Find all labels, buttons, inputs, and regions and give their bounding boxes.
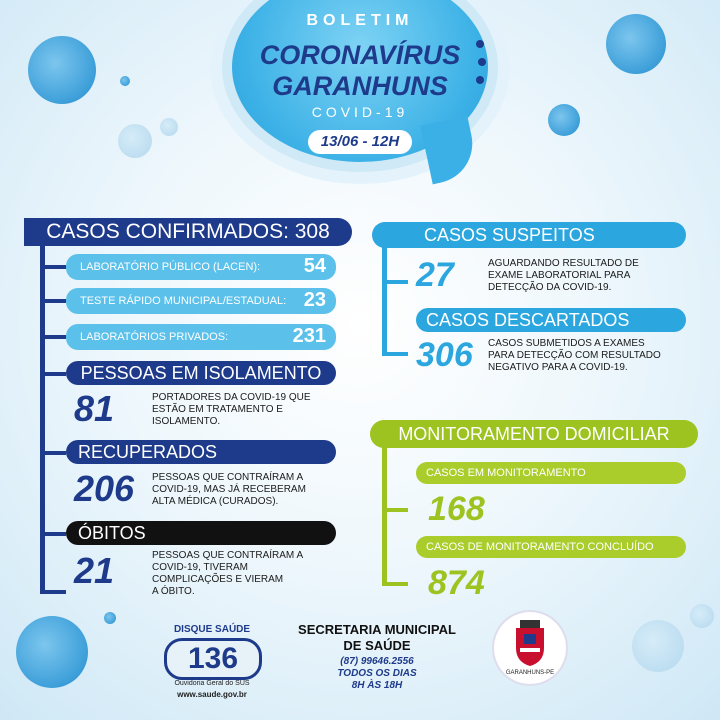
header-title-line2: GARANHUNS — [272, 71, 448, 101]
connector — [40, 299, 66, 303]
recuperados-desc — [152, 472, 306, 508]
confirmados-item — [66, 254, 336, 280]
desc-line: COVID-19, MAS JÁ RECEBERAM — [152, 484, 306, 495]
secretaria-title — [290, 622, 464, 654]
left-connector-line — [40, 240, 45, 594]
desc-line: EXAME LABORATORIAL PARA — [488, 270, 631, 281]
virus-icon — [548, 104, 580, 136]
desc-line: ALTA MÉDICA (CURADOS). — [152, 496, 279, 507]
connector — [40, 335, 66, 339]
desc-line: ESTÃO EM TRATAMENTO E — [152, 404, 283, 415]
descartados-desc — [488, 338, 661, 374]
green-connector-line — [382, 440, 387, 586]
obitos-desc — [152, 550, 303, 598]
isolamento-title: PESSOAS EM ISOLAMENTO — [66, 361, 336, 385]
ouvidoria-text: Ouvidoria Geral do SUS — [174, 680, 250, 687]
descartados-title: CASOS DESCARTADOS — [416, 308, 686, 332]
virus-icon — [606, 14, 666, 74]
isolamento-desc — [152, 392, 311, 428]
confirmados-item-label: LABORATÓRIO PÚBLICO (LACEN): — [80, 261, 261, 273]
desc-line: COVID-19, TIVERAM — [152, 562, 248, 573]
monitoramento-concluido-value: 874 — [428, 564, 485, 602]
confirmados-item — [66, 288, 336, 314]
virus-icon — [16, 616, 88, 688]
virus-icon — [28, 36, 96, 104]
secretaria-line: DE SAÚDE — [343, 638, 411, 653]
monitoramento-em-label: CASOS EM MONITORAMENTO — [416, 462, 686, 484]
desc-line: AGUARDANDO RESULTADO DE — [488, 258, 639, 269]
suspeitos-title: CASOS SUSPEITOS — [372, 222, 686, 248]
hours — [290, 668, 464, 692]
coat-of-arms-seal — [494, 612, 566, 684]
connector — [382, 280, 408, 284]
city-label: GARANHUNS-PE — [505, 670, 555, 676]
disque-label: DISQUE SAÚDE — [173, 624, 251, 635]
obitos-value: 21 — [74, 550, 115, 591]
header-bubble-tail — [420, 116, 479, 185]
secretaria-line: SECRETARIA MUNICIPAL — [298, 622, 456, 637]
desc-line: CASOS SUBMETIDOS A EXAMES — [488, 338, 645, 349]
site-link[interactable]: www.saude.gov.br — [177, 690, 247, 699]
isolamento-value: 81 — [74, 388, 115, 429]
desc-line: PORTADORES DA COVID-19 QUE — [152, 392, 311, 403]
virus-icon — [160, 118, 178, 136]
confirmados-item-label: LABORATÓRIOS PRIVADOS: — [80, 331, 229, 343]
disque-number: 136 — [164, 638, 262, 680]
confirmados-item-value: 54 — [303, 255, 326, 277]
monitoramento-em-value: 168 — [428, 490, 485, 528]
right-connector-line — [382, 244, 387, 354]
hours-line: 8H ÀS 18H — [351, 680, 403, 691]
connector — [382, 508, 408, 512]
desc-line: COMPLICAÇÕES E VIERAM — [152, 574, 284, 585]
virus-icon — [120, 76, 130, 86]
header-subtitle: COVID-19 — [311, 104, 409, 120]
desc-line: ISOLAMENTO. — [152, 416, 221, 427]
confirmados-item-label: TESTE RÁPIDO MUNICIPAL/ESTADUAL: — [80, 295, 287, 307]
connector — [382, 582, 408, 586]
virus-icon — [632, 620, 684, 672]
recuperados-title: RECUPERADOS — [66, 440, 336, 464]
desc-line: PESSOAS QUE CONTRAÍRAM A — [152, 550, 304, 561]
recuperados-value: 206 — [74, 468, 135, 509]
desc-line: NEGATIVO PARA A COVID-19. — [488, 362, 628, 373]
header-title-line1: CORONAVÍRUS — [259, 40, 461, 70]
connector — [40, 265, 66, 269]
confirmados-title: CASOS CONFIRMADOS: 308 — [24, 218, 352, 246]
descartados-value: 306 — [416, 336, 473, 374]
header-date: 13/06 - 12H — [308, 130, 412, 154]
desc-line: PESSOAS QUE CONTRAÍRAM A — [152, 472, 304, 483]
connector — [40, 372, 66, 376]
confirmados-item-value: 231 — [292, 325, 326, 347]
obitos-title: ÓBITOS — [66, 521, 336, 545]
hours-line: TODOS OS DIAS — [337, 668, 417, 679]
phone-number[interactable]: (87) 99646.2556 — [340, 656, 414, 667]
connector — [40, 590, 66, 594]
desc-line: PARA DETECÇÃO COM RESULTADO — [488, 350, 661, 361]
desc-line: A ÓBITO. — [152, 586, 195, 597]
monitoramento-title: MONITORAMENTO DOMICILIAR — [370, 420, 698, 448]
virus-icon — [104, 612, 116, 624]
monitoramento-concluido-label: CASOS DE MONITORAMENTO CONCLUÍDO — [416, 536, 686, 558]
header-title — [232, 40, 488, 102]
suspeitos-value: 27 — [416, 256, 454, 294]
header-boletim: BOLETIM — [306, 12, 414, 29]
connector — [40, 532, 66, 536]
confirmados-item-value: 23 — [303, 289, 326, 311]
suspeitos-desc — [488, 258, 639, 294]
confirmados-item — [66, 324, 336, 350]
desc-line: DETECÇÃO DA COVID-19. — [488, 282, 612, 293]
connector — [40, 451, 66, 455]
connector — [382, 352, 408, 356]
virus-icon — [118, 124, 152, 158]
virus-icon — [690, 604, 714, 628]
